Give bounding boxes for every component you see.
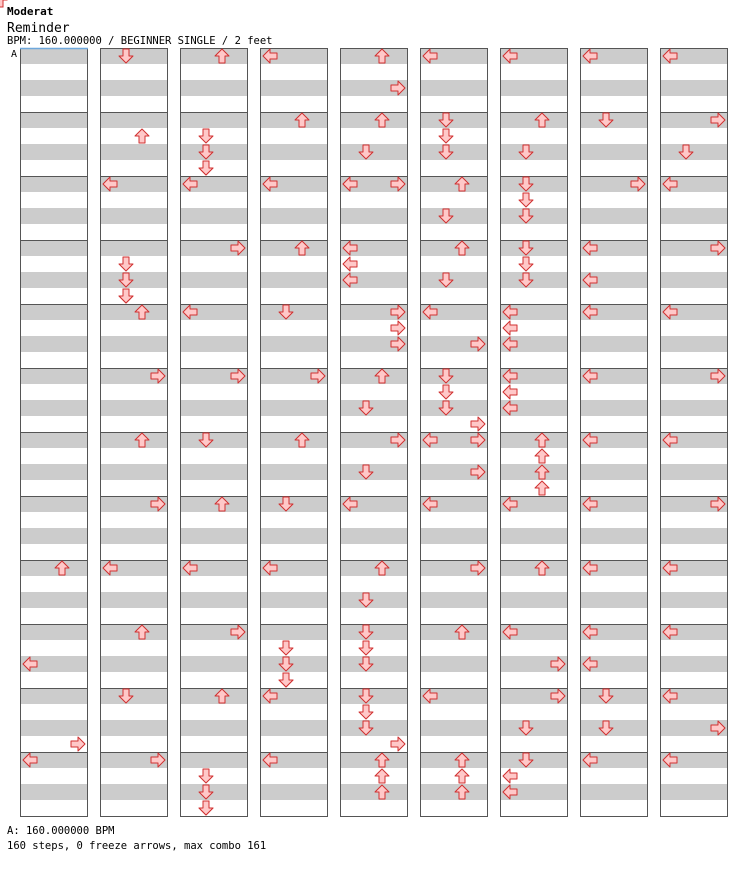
beat-band — [260, 528, 328, 544]
beat-band — [420, 720, 488, 736]
beat-band — [20, 496, 88, 512]
beat-band — [500, 752, 568, 768]
beat-band — [100, 624, 168, 640]
beat-band — [340, 784, 408, 800]
beat-band — [340, 624, 408, 640]
beat-band — [20, 528, 88, 544]
beat-band — [500, 80, 568, 96]
beat-band — [180, 208, 248, 224]
beat-band — [100, 784, 168, 800]
beat-band — [20, 688, 88, 704]
beat-band — [500, 208, 568, 224]
beat-band — [100, 528, 168, 544]
beat-band — [20, 48, 88, 64]
beat-band — [260, 208, 328, 224]
beat-band — [660, 336, 728, 352]
beat-band — [180, 112, 248, 128]
beat-band — [340, 208, 408, 224]
beat-band — [260, 304, 328, 320]
beat-band — [420, 208, 488, 224]
beat-band — [100, 400, 168, 416]
beat-band — [580, 336, 648, 352]
song-title: Reminder — [7, 21, 70, 36]
beat-band — [500, 464, 568, 480]
beat-band — [420, 368, 488, 384]
beat-band — [340, 688, 408, 704]
beat-band — [20, 560, 88, 576]
beat-band — [500, 144, 568, 160]
beat-band — [500, 432, 568, 448]
beat-band — [100, 80, 168, 96]
beat-band — [20, 112, 88, 128]
beat-band — [260, 784, 328, 800]
beat-band — [180, 336, 248, 352]
beat-band — [340, 720, 408, 736]
beat-band — [100, 464, 168, 480]
beat-band — [20, 208, 88, 224]
beat-band — [580, 720, 648, 736]
beat-band — [660, 592, 728, 608]
beat-band — [500, 592, 568, 608]
bpm-legend: A: 160.000000 BPM — [7, 825, 115, 837]
beat-band — [340, 144, 408, 160]
beat-band — [100, 720, 168, 736]
beat-band — [20, 272, 88, 288]
beat-band — [260, 272, 328, 288]
beat-band — [420, 592, 488, 608]
beat-band — [260, 624, 328, 640]
beat-band — [420, 240, 488, 256]
beat-band — [580, 784, 648, 800]
beat-band — [340, 368, 408, 384]
beat-band — [20, 784, 88, 800]
beat-band — [660, 784, 728, 800]
beat-band — [420, 752, 488, 768]
beat-band — [20, 336, 88, 352]
beat-band — [20, 368, 88, 384]
beat-band — [100, 272, 168, 288]
beat-band — [580, 112, 648, 128]
beat-band — [20, 400, 88, 416]
beat-band — [20, 464, 88, 480]
beat-band — [580, 688, 648, 704]
beat-band — [100, 208, 168, 224]
beat-band — [340, 560, 408, 576]
chart-info: BPM: 160.000000 / BEGINNER SINGLE / 2 feet — [7, 35, 273, 47]
beat-band — [180, 688, 248, 704]
beat-band — [500, 528, 568, 544]
beat-band — [260, 80, 328, 96]
beat-band — [420, 112, 488, 128]
beat-band — [180, 784, 248, 800]
beat-band — [260, 400, 328, 416]
beat-band — [500, 560, 568, 576]
beat-band — [500, 112, 568, 128]
beat-band — [100, 48, 168, 64]
beat-band — [420, 144, 488, 160]
artist-name: Moderat — [7, 5, 54, 18]
beat-band — [100, 592, 168, 608]
beat-band — [180, 528, 248, 544]
beat-band — [180, 400, 248, 416]
beat-band — [260, 592, 328, 608]
beat-band — [260, 720, 328, 736]
beat-band — [580, 464, 648, 480]
beat-band — [180, 752, 248, 768]
beat-band — [660, 528, 728, 544]
beat-band — [420, 400, 488, 416]
beat-band — [20, 80, 88, 96]
beat-band — [420, 272, 488, 288]
beat-band — [180, 592, 248, 608]
bpm-marker-label: A — [11, 49, 18, 60]
beat-band — [180, 80, 248, 96]
beat-band — [100, 432, 168, 448]
beat-band — [340, 656, 408, 672]
beat-band — [500, 176, 568, 192]
beat-band — [580, 400, 648, 416]
chart-stats: 160 steps, 0 freeze arrows, max combo 161 — [7, 840, 267, 852]
beat-band — [660, 656, 728, 672]
beat-band — [180, 656, 248, 672]
beat-band — [660, 464, 728, 480]
chart-column — [20, 48, 88, 817]
beat-band — [100, 240, 168, 256]
beat-band — [100, 336, 168, 352]
beat-band — [580, 208, 648, 224]
beat-band — [180, 464, 248, 480]
beat-band — [420, 176, 488, 192]
chart-column — [340, 48, 408, 817]
beat-band — [20, 624, 88, 640]
beat-band — [20, 592, 88, 608]
beat-band — [100, 688, 168, 704]
beat-band — [340, 400, 408, 416]
beat-band — [500, 240, 568, 256]
beat-band — [420, 80, 488, 96]
beat-band — [660, 400, 728, 416]
beat-band — [100, 144, 168, 160]
beat-band — [180, 496, 248, 512]
beat-band — [20, 432, 88, 448]
beat-band — [340, 752, 408, 768]
beat-band — [660, 272, 728, 288]
chart-column — [180, 48, 248, 817]
beat-band — [20, 176, 88, 192]
beat-band — [20, 240, 88, 256]
chart-column — [100, 48, 168, 817]
chart-column — [580, 48, 648, 817]
beat-band — [180, 432, 248, 448]
beat-band — [340, 528, 408, 544]
beat-band — [660, 80, 728, 96]
beat-band — [420, 784, 488, 800]
beat-band — [180, 144, 248, 160]
beat-band — [660, 144, 728, 160]
beat-band — [580, 144, 648, 160]
beat-band — [340, 48, 408, 64]
beat-band — [180, 720, 248, 736]
beat-band — [340, 464, 408, 480]
beat-band — [100, 656, 168, 672]
beat-band — [100, 304, 168, 320]
beat-band — [500, 720, 568, 736]
beat-band — [420, 624, 488, 640]
beat-band — [260, 336, 328, 352]
beat-band — [260, 464, 328, 480]
beat-band — [20, 304, 88, 320]
beat-band — [580, 528, 648, 544]
beat-band — [420, 656, 488, 672]
beat-band — [340, 592, 408, 608]
beat-band — [260, 112, 328, 128]
beat-band — [420, 528, 488, 544]
beat-band — [500, 272, 568, 288]
beat-band — [20, 144, 88, 160]
beat-band — [260, 240, 328, 256]
beat-band — [20, 720, 88, 736]
beat-band — [260, 144, 328, 160]
beat-band — [580, 80, 648, 96]
beat-band — [180, 272, 248, 288]
beat-band — [260, 496, 328, 512]
beat-band — [180, 48, 248, 64]
beat-band — [340, 112, 408, 128]
beat-band — [580, 592, 648, 608]
beat-band — [260, 656, 328, 672]
beat-band — [100, 112, 168, 128]
beat-band — [260, 432, 328, 448]
beat-band — [660, 208, 728, 224]
